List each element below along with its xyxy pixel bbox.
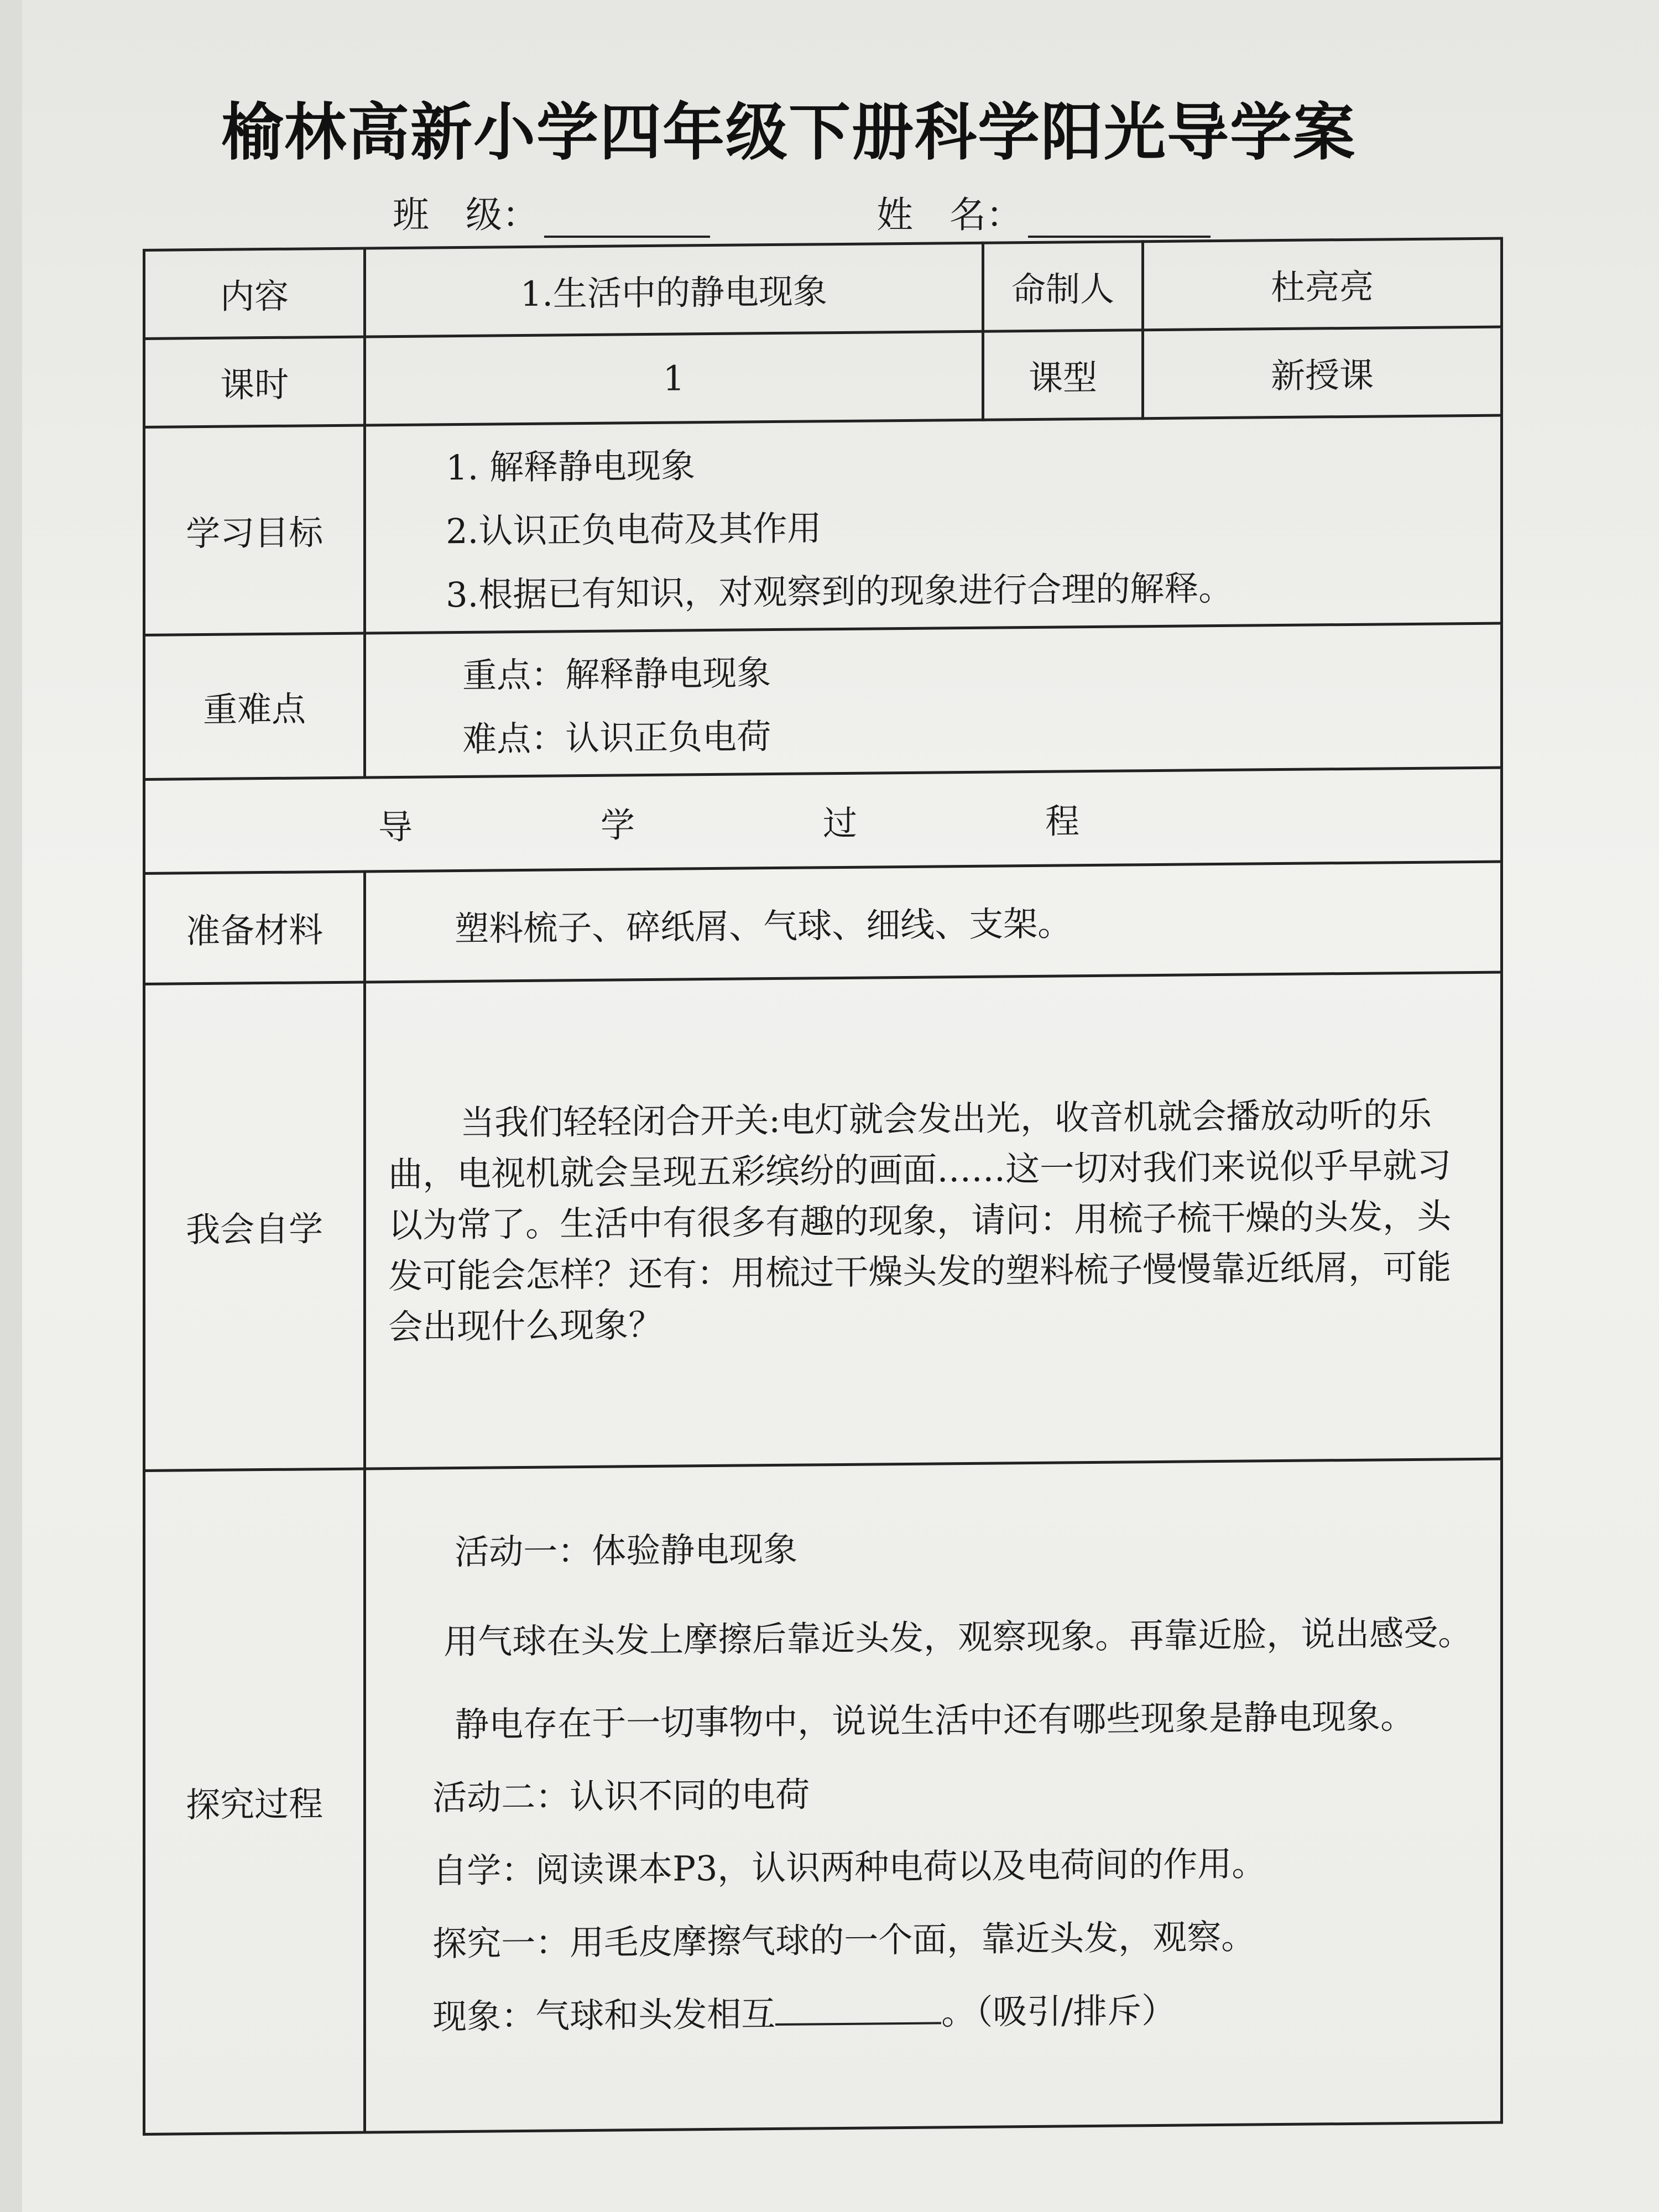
activity1-text: 用气球在头发上摩擦后靠近头发，观察现象。再靠近脸，说出感受。: [444, 1613, 1473, 1662]
phenomenon-suffix: 。（吸引/排斥）: [941, 1990, 1176, 2033]
key-point: 重点：解释静电现象: [462, 653, 771, 696]
activity2-title: 活动二：认识不同的电荷: [432, 1774, 810, 1818]
type-label: 课型: [983, 330, 1143, 420]
worksheet-page: [22, 0, 1659, 2212]
keypoints-row: [144, 623, 1502, 779]
goal-item: 3.根据已有知识，对观察到的现象进行合理的解释。: [446, 567, 1233, 615]
class-field: [393, 185, 710, 238]
selfstudy-row: [144, 972, 1502, 1470]
name-label: 姓 名：: [877, 194, 1022, 236]
period-row: [144, 327, 1502, 427]
phenomenon-prefix: 现象：气球和头发相互: [432, 1994, 776, 2037]
goals-label: 学习目标: [144, 425, 365, 635]
content-value: 1.生活中的静电现象: [365, 243, 983, 337]
materials-label: 准备材料: [144, 872, 365, 984]
name-blank[interactable]: [1028, 236, 1211, 238]
keypoints-label: 重难点: [144, 633, 365, 779]
lesson-table: [143, 237, 1503, 2136]
explore-content: [365, 1459, 1502, 2132]
explore-label: 探究过程: [144, 1469, 365, 2134]
explore1-line: 探究一：用毛皮摩擦气球的一个面，靠近头发，观察。: [432, 1916, 1256, 1964]
selfstudy-line: 自学：阅读课本P3，认识两种电荷以及电荷间的作用。: [432, 1843, 1266, 1891]
author-value: 杜亮亮: [1143, 238, 1502, 330]
selfstudy-label: 我会自学: [144, 982, 365, 1470]
type-value: 新授课: [1143, 327, 1502, 419]
selfstudy-content: [365, 972, 1502, 1469]
class-label: 班 级：: [393, 194, 539, 236]
period-label: 课时: [144, 337, 365, 427]
selfstudy-text: 当我们轻轻闭合开关:电灯就会发出光，收音机就会播放动听的乐曲，电视机就会呈现五彩缤纷的画面……这一切对我们来说似乎早就习以为常了。生活中有很多有趣的现象，请问：用梳子梳干燥的头发，头发可能会怎样？还有：用梳过干燥头发的塑料梳子慢慢靠近纸屑，可能会出现什么现象？: [388, 1094, 1452, 1347]
author-label: 命制人: [983, 242, 1143, 332]
activity1-title: 活动一：体验静电现象: [455, 1528, 798, 1573]
content-row: [144, 238, 1502, 338]
materials-value: 塑料梳子、碎纸屑、气球、细线、支架。: [365, 862, 1502, 982]
goal-item: 2.认识正负电荷及其作用: [446, 508, 822, 552]
process-header: 导学过程: [144, 768, 1502, 873]
phenomenon-blank[interactable]: [775, 2022, 941, 2026]
goal-item: 1. 解释静电现象: [446, 445, 696, 488]
explore-row: [144, 1459, 1502, 2134]
keypoints-content: [365, 623, 1502, 778]
period-value: 1: [365, 331, 983, 425]
activity1-note: 静电存在于一切事物中，说说生活中还有哪些现象是静电现象。: [455, 1695, 1415, 1745]
goals-list: [365, 415, 1502, 633]
difficulty-point: 难点：认识正负电荷: [462, 716, 771, 759]
class-blank[interactable]: [544, 236, 710, 238]
name-field: [877, 185, 1211, 238]
content-label: 内容: [144, 248, 365, 338]
goals-row: [144, 415, 1502, 635]
materials-row: [144, 862, 1502, 984]
process-header-row: [144, 768, 1502, 873]
page-title: 榆林高新小学四年级下册科学阳光导学案: [221, 97, 1356, 169]
phenomenon-line: [432, 1986, 1478, 2039]
